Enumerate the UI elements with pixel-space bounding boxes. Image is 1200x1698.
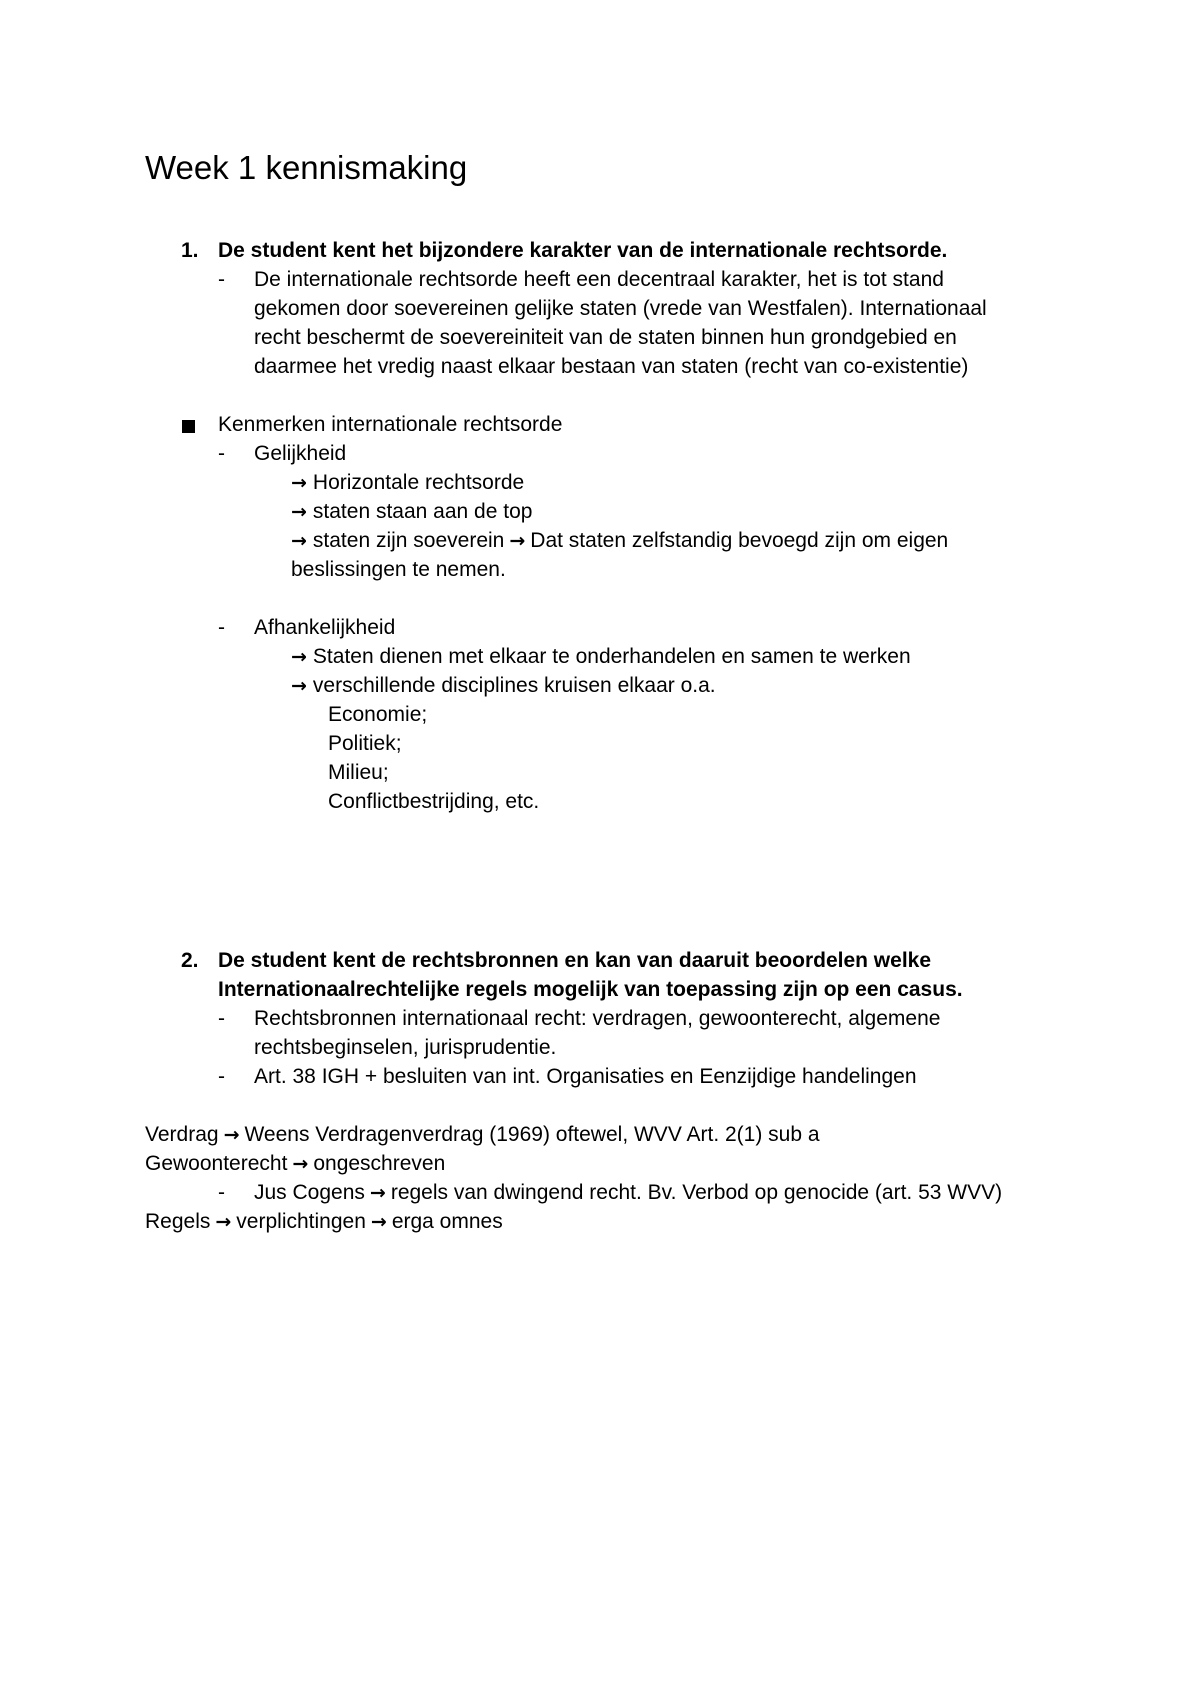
afhankelijkheid-arrow-item — [291, 671, 716, 701]
gelijkheid-arrow-item — [291, 526, 948, 556]
section-1-para-line-3: recht beschermt de soevereiniteit van de staten binnen hun grondgebied en — [254, 326, 957, 349]
afhankelijkheid-label: Afhankelijkheid — [254, 616, 396, 639]
gelijkheid-arrow-text-1: Horizontale rechtsorde — [312, 471, 525, 494]
square-bullet-icon — [182, 420, 195, 433]
section-1-para-line-2: gekomen door soevereinen gelijke staten (vrede van Westfalen). Internationaal — [254, 297, 987, 320]
afhankelijkheid-arrow-text-2: verschillende disciplines kruisen elkaar o.a. — [312, 674, 716, 697]
gelijkheid-dash: - — [218, 442, 225, 465]
kenmerken-heading: Kenmerken internationale rechtsorde — [218, 413, 563, 436]
right-arrow-icon: → — [291, 530, 307, 552]
section-2-heading-line-2: Internationaalrechtelijke regels mogelijk van toepassing zijn op een casus. — [218, 978, 963, 1001]
note-verdrag — [145, 1120, 820, 1150]
section-1-para-line-1: De internationale rechtsorde heeft een decentraal karakter, het is tot stand — [254, 268, 944, 291]
section-2-heading-line-1: De student kent de rechtsbronnen en kan van daaruit beoordelen welke — [218, 949, 932, 972]
note-gewoonterecht-left: Gewoonterecht — [145, 1152, 288, 1175]
section-2-bullet-2-line-1: Art. 38 IGH + besluiten van int. Organisaties en Eenzijdige handelingen — [254, 1065, 917, 1088]
note-regels-middle: verplichtingen — [236, 1210, 366, 1233]
discipline-item: Conflictbestrijding, etc. — [328, 790, 540, 813]
section-2-bullet-1-line-1: Rechtsbronnen internationaal recht: verdragen, gewoonterecht, algemene — [254, 1007, 941, 1030]
note-gewoonterecht — [145, 1149, 445, 1179]
gelijkheid-arrow-item — [291, 497, 532, 527]
section-1-number: 1. — [181, 239, 199, 262]
page-title: Week 1 kennismaking — [145, 149, 468, 186]
right-arrow-icon: → — [292, 1153, 309, 1175]
section-1-heading: De student kent het bijzondere karakter van de internationale rechtsorde. — [218, 239, 948, 262]
note-jus-cogens-left: Jus Cogens — [254, 1181, 365, 1204]
afhankelijkheid-dash: - — [218, 616, 225, 639]
note-regels-left: Regels — [145, 1210, 211, 1233]
right-arrow-icon: → — [291, 501, 307, 523]
right-arrow-icon: → — [509, 530, 526, 552]
discipline-item: Politiek; — [328, 732, 402, 755]
right-arrow-icon: → — [223, 1124, 240, 1146]
right-arrow-icon: → — [291, 646, 307, 668]
note-jus-cogens-right: regels van dwingend recht. Bv. Verbod op genocide (art. 53 WVV) — [390, 1181, 1003, 1204]
note-gewoonterecht-right: ongeschreven — [313, 1152, 446, 1175]
right-arrow-icon: → — [370, 1211, 387, 1233]
afhankelijkheid-arrow-text-1: Staten dienen met elkaar te onderhandelen en samen te werken — [312, 645, 911, 668]
gelijkheid-arrow-text-2: staten staan aan de top — [312, 500, 533, 523]
right-arrow-icon: → — [369, 1182, 386, 1204]
gelijkheid-arrow-item — [291, 468, 524, 498]
gelijkheid-arrow-continuation: Dat staten zelfstandig bevoegd zijn om eigen — [530, 529, 949, 552]
note-regels — [145, 1207, 503, 1237]
note-jus-cogens — [254, 1178, 1002, 1208]
note-regels-right: erga omnes — [391, 1210, 503, 1233]
gelijkheid-arrow-text-3: staten zijn soeverein — [312, 529, 505, 552]
afhankelijkheid-arrow-item — [291, 642, 911, 672]
section-2-dash: - — [218, 1065, 225, 1088]
right-arrow-icon: → — [291, 675, 307, 697]
section-2-number: 2. — [181, 949, 199, 972]
section-1-dash: - — [218, 268, 225, 291]
right-arrow-icon: → — [215, 1211, 232, 1233]
right-arrow-icon: → — [291, 472, 307, 494]
note-verdrag-left: Verdrag — [145, 1123, 219, 1146]
section-2-dash: - — [218, 1007, 225, 1030]
discipline-item: Milieu; — [328, 761, 389, 784]
note-verdrag-right: Weens Verdragenverdrag (1969) oftewel, WVV Art. 2(1) sub a — [244, 1123, 820, 1146]
section-1-para-line-4: daarmee het vredig naast elkaar bestaan van staten (recht van co-existentie) — [254, 355, 969, 378]
discipline-item: Economie; — [328, 703, 428, 726]
section-2-bullet-1-line-2: rechtsbeginselen, jurisprudentie. — [254, 1036, 557, 1059]
gelijkheid-label: Gelijkheid — [254, 442, 347, 465]
gelijkheid-arrow-wrap: beslissingen te nemen. — [291, 558, 506, 581]
note-jus-cogens-dash: - — [218, 1181, 225, 1204]
